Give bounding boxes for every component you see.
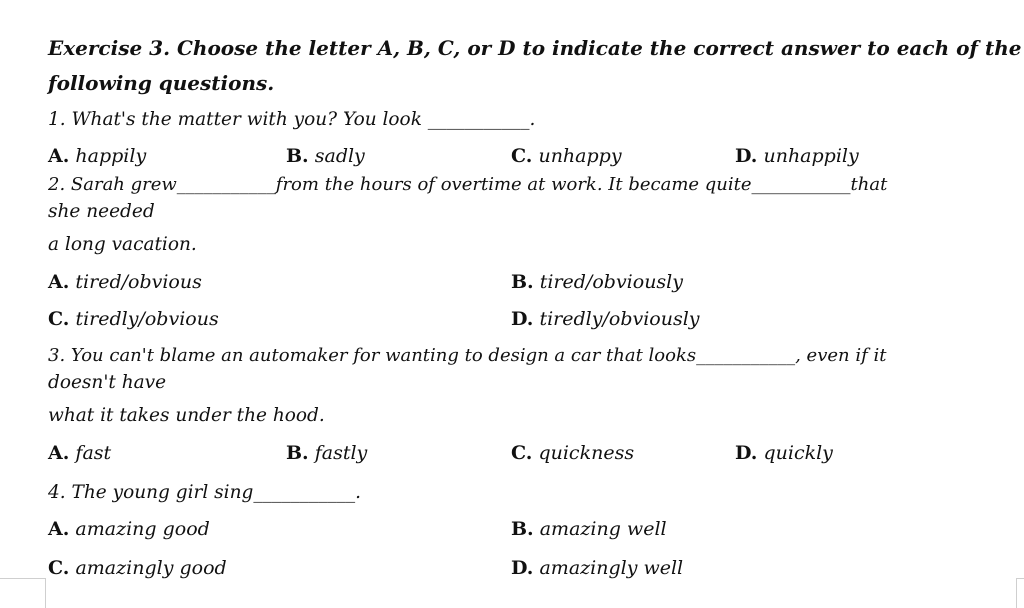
question-1-option-b [286,144,365,168]
question-2-option-d [511,307,700,331]
option-text: amazingly well [539,557,684,579]
option-letter: D. [511,308,534,330]
question-2-text-line-1: 2. Sarah grew___________from the hours of overtime at work. It became quite___________that [48,174,888,195]
question-2-text-line-2: she needed [48,201,155,222]
option-text: tired/obvious [75,271,202,293]
question-3-text-line-1: 3. You can't blame an automaker for wanting to design a car that looks___________, even if it [48,345,887,366]
option-letter: A. [48,145,70,167]
option-text: fastly [314,442,368,464]
option-letter: C. [48,557,70,579]
option-letter: D. [735,145,758,167]
option-text: unhappy [538,145,622,167]
option-text: amazing good [75,518,210,540]
option-letter: B. [286,442,309,464]
option-letter: D. [511,557,534,579]
option-text: tiredly/obvious [75,308,219,330]
question-3-option-d [735,441,833,465]
option-letter: C. [511,442,533,464]
question-3-option-b [286,441,367,465]
option-letter: C. [48,308,70,330]
question-2-option-b [511,270,683,294]
option-letter: A. [48,518,70,540]
question-4-text: 4. The young girl sing___________. [48,482,361,503]
option-letter: A. [48,271,70,293]
question-3-option-a [48,441,111,465]
option-text: tired/obviously [539,271,683,293]
option-text: fast [75,442,112,464]
option-text: happily [75,145,147,167]
question-4-option-c [48,556,227,580]
question-1-option-d [735,144,859,168]
question-1-option-c [511,144,622,168]
question-3-option-c [511,441,634,465]
exercise-title-line-2: following questions. [48,71,275,95]
option-text: quickness [538,442,635,464]
option-letter: C. [511,145,533,167]
option-letter: B. [511,518,534,540]
option-text: unhappily [763,145,859,167]
question-4-option-b [511,517,667,541]
page-corner-mark-right [1016,578,1024,608]
question-3-text-line-3: what it takes under the hood. [48,405,325,426]
question-2-option-a [48,270,202,294]
option-letter: A. [48,442,70,464]
question-2-option-c [48,307,219,331]
question-1-option-a [48,144,146,168]
page-corner-mark-left [0,578,46,608]
option-text: amazing well [539,518,667,540]
question-4-option-a [48,517,210,541]
option-letter: D. [735,442,758,464]
question-4-option-d [511,556,683,580]
exercise-title-line-1: Exercise 3. Choose the letter A, B, C, or D to indicate the correct answer to each of the [48,36,1022,60]
question-3-text-line-2: doesn't have [48,372,167,393]
option-text: amazingly good [75,557,227,579]
option-letter: B. [511,271,534,293]
option-text: sadly [314,145,365,167]
option-text: quickly [763,442,833,464]
option-letter: B. [286,145,309,167]
question-2-text-line-3: a long vacation. [48,234,197,255]
option-text: tiredly/obviously [539,308,700,330]
question-1-text: 1. What's the matter with you? You look ___________. [48,109,536,130]
